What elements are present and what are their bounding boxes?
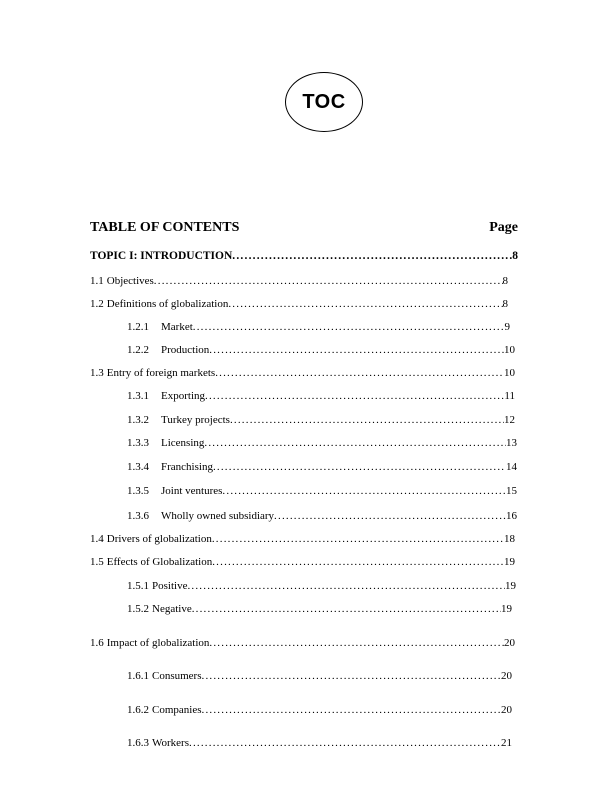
leader-dots [222, 485, 506, 497]
toc-entry-label [127, 461, 213, 473]
toc-entry-label [127, 414, 230, 426]
toc-entry-number: 1.3 [90, 367, 104, 379]
toc-badge [285, 72, 363, 132]
toc-entry-number: 1.2.1 [127, 321, 149, 333]
leader-dots [209, 344, 504, 356]
toc-entry-title: Workers [152, 737, 189, 749]
toc-entry-title: Production [161, 344, 210, 356]
leader-dots [230, 414, 504, 426]
toc-entry-number: 1.5.2 [127, 603, 149, 615]
leader-dots [212, 556, 504, 568]
toc-entry[interactable] [127, 603, 512, 615]
toc-entry-page: 8 [512, 250, 518, 262]
toc-entry[interactable] [127, 437, 517, 449]
toc-entry[interactable] [127, 461, 517, 473]
toc-entry-number: 1.4 [90, 533, 104, 545]
leader-dots [213, 461, 506, 473]
toc-entry-number: 1.3.5 [127, 485, 149, 497]
toc-entry-number: 1.3.6 [127, 510, 149, 522]
toc-title: TABLE OF CONTENTS [90, 220, 240, 235]
leader-dots [202, 670, 502, 682]
toc-entry-page: 19 [504, 556, 515, 568]
leader-dots [187, 580, 505, 592]
toc-entry-label [90, 533, 212, 545]
toc-entry-page: 19 [501, 603, 512, 615]
toc-entry[interactable] [127, 485, 517, 497]
toc-entry[interactable] [90, 298, 508, 310]
toc-entry-number: 1.6.1 [127, 670, 149, 682]
toc-entry-page: 12 [504, 414, 515, 426]
toc-entry-title: Impact of globalization [106, 637, 210, 649]
toc-entry-page: 13 [506, 437, 517, 449]
leader-dots [215, 367, 504, 379]
toc-entry-page: 10 [504, 367, 515, 379]
toc-entry-label [127, 485, 222, 497]
leader-dots [202, 704, 502, 716]
toc-entry-label [127, 437, 204, 449]
toc-entry-number: 1.6.3 [127, 737, 149, 749]
toc-entry-number: 1.2 [90, 298, 104, 310]
toc-entry[interactable] [90, 250, 518, 262]
toc-entry-page: 8 [502, 275, 508, 287]
toc-entry-title: Licensing [161, 437, 205, 449]
leader-dots [228, 298, 502, 310]
toc-entry-title: Consumers [152, 670, 202, 682]
toc-entry-page: 20 [501, 670, 512, 682]
leader-dots [193, 321, 505, 333]
leader-dots [204, 437, 506, 449]
leader-dots [232, 250, 512, 262]
toc-entry-label [127, 321, 193, 333]
toc-entry-label [127, 510, 274, 522]
toc-entry-page: 14 [506, 461, 517, 473]
toc-entry[interactable] [90, 367, 515, 379]
toc-heading [90, 220, 518, 236]
toc-entry-page: 18 [504, 533, 515, 545]
toc-entry[interactable] [90, 556, 515, 568]
toc-entry[interactable] [90, 275, 508, 287]
toc-entry-page: 15 [506, 485, 517, 497]
toc-entry-label [127, 704, 202, 716]
toc-entry-label [127, 390, 205, 402]
toc-entry-title: Entry of foreign markets [106, 367, 216, 379]
toc-entry-title: Companies [152, 704, 202, 716]
toc-entry-label [90, 298, 228, 310]
toc-entry-title: Franchising [161, 461, 213, 473]
toc-entry-title: Joint ventures [161, 485, 223, 497]
toc-entry-title: Effects of Globalization [106, 556, 213, 568]
toc-entry[interactable] [127, 414, 515, 426]
toc-entry-label [127, 670, 202, 682]
toc-entry-label [127, 603, 192, 615]
leader-dots [274, 510, 506, 522]
toc-entry-page: 9 [504, 321, 510, 333]
toc-entry[interactable] [127, 737, 512, 749]
toc-entry[interactable] [127, 510, 517, 522]
toc-entry-label [127, 580, 187, 592]
leader-dots [205, 390, 504, 402]
toc-entry-label [90, 367, 215, 379]
toc-entry-number: 1.1 [90, 275, 104, 287]
toc-entry[interactable] [90, 637, 515, 649]
toc-entry-label [90, 250, 232, 262]
toc-entry-title: Exporting [161, 390, 205, 402]
toc-badge-label: TOC [302, 90, 346, 113]
toc-entry[interactable] [127, 344, 515, 356]
toc-entry-title: Negative [152, 603, 192, 615]
toc-entry-title: Definitions of globalization [106, 298, 229, 310]
toc-entry-title: TOPIC I: INTRODUCTION [90, 250, 233, 262]
leader-dots [192, 603, 501, 615]
toc-entry[interactable] [127, 321, 510, 333]
leader-dots [189, 737, 501, 749]
toc-entry-label [90, 556, 212, 568]
toc-entry-page: 19 [505, 580, 516, 592]
toc-entry-label [127, 344, 209, 356]
toc-entry-page: 11 [504, 390, 515, 402]
toc-entry-page: 21 [501, 737, 512, 749]
toc-entry-label [127, 737, 189, 749]
toc-entry-page: 16 [506, 510, 517, 522]
toc-entry[interactable] [127, 704, 512, 716]
leader-dots [209, 637, 504, 649]
toc-entry[interactable] [90, 533, 515, 545]
toc-entry-title: Drivers of globalization [106, 533, 212, 545]
toc-entry-number: 1.5.1 [127, 580, 149, 592]
toc-entry[interactable] [127, 390, 515, 402]
leader-dots [154, 275, 503, 287]
toc-entry-number: 1.3.4 [127, 461, 149, 473]
toc-entry-number: 1.3.2 [127, 414, 149, 426]
toc-entry-label [90, 275, 154, 287]
toc-entry-label [90, 637, 209, 649]
toc-entry-number: 1.6.2 [127, 704, 149, 716]
toc-entry-number: 1.5 [90, 556, 104, 568]
toc-entry-number: 1.3.3 [127, 437, 149, 449]
toc-entry-page: 20 [501, 704, 512, 716]
toc-entry[interactable] [127, 670, 512, 682]
leader-dots [212, 533, 504, 545]
toc-entry-page: 20 [504, 637, 515, 649]
toc-entry-title: Objectives [106, 275, 154, 287]
toc-entry-title: Market [161, 321, 193, 333]
toc-entry-number: 1.6 [90, 637, 104, 649]
toc-entry-number: 1.3.1 [127, 390, 149, 402]
toc-entry-title: Wholly owned subsidiary [161, 510, 275, 522]
page-column-label: Page [489, 220, 518, 235]
toc-entry[interactable] [127, 580, 516, 592]
toc-entry-title: Positive [152, 580, 188, 592]
toc-entry-number: 1.2.2 [127, 344, 149, 356]
toc-entry-title: Turkey projects [161, 414, 230, 426]
toc-entry-page: 8 [502, 298, 508, 310]
toc-entry-page: 10 [504, 344, 515, 356]
